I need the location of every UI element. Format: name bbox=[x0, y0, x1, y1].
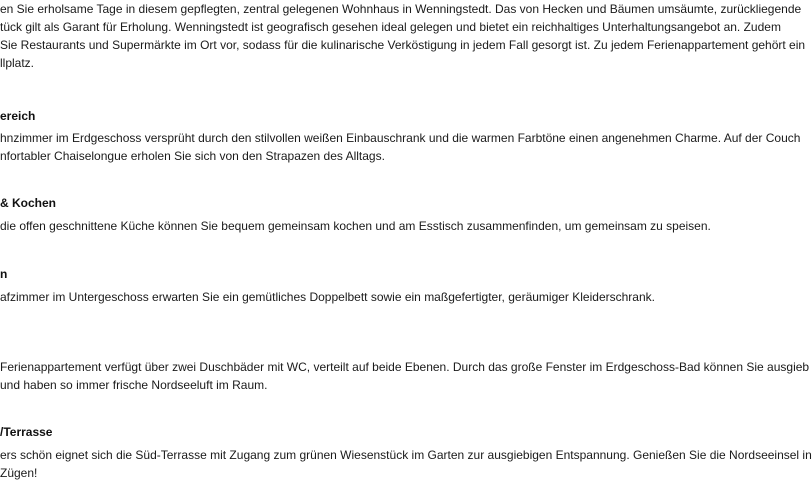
section-bath-line-2: und haben so immer frische Nordseeluft im Raum. bbox=[0, 378, 268, 392]
intro-line-4: llplatz. bbox=[0, 56, 35, 70]
section-kitchen-line-1: die offen geschnittene Küche können Sie bequem gemeinsam kochen und am Esstisch zusammenfinden, um gemeinsam zu speisen. bbox=[0, 219, 711, 233]
section-heading-living: ereich bbox=[0, 109, 36, 123]
section-heading-kitchen: & Kochen bbox=[0, 196, 57, 210]
section-heading-bedroom: n bbox=[0, 267, 8, 281]
section-terrace-line-1: ers schön eignet sich die Süd-Terrasse mit Zugang zum grünen Wiesenstück im Garten zur ausgiebigen Entspannung. Genießen Sie die Nordseeinsel in bbox=[0, 448, 812, 462]
section-bath-line-1: Ferienappartement verfügt über zwei Duschbäder mit WC, verteilt auf beide Ebenen. Durch das große Fenster im Erdgeschoss-Bad können Sie ausgieb bbox=[0, 360, 810, 374]
section-heading-terrace: /Terrasse bbox=[0, 425, 53, 439]
section-living-line-2: nfortabler Chaiselongue erholen Sie sich von den Strapazen des Alltags. bbox=[0, 149, 385, 163]
intro-line-3: Sie Restaurants und Supermärkte im Ort vor, sodass für die kulinarische Verköstigung in jedem Fall gesorgt ist. Zu jedem Ferienappartement gehört ein bbox=[0, 38, 806, 52]
section-bedroom-line-1: afzimmer im Untergeschoss erwarten Sie ein gemütliches Doppelbett sowie ein maßgefertigter, geräumiger Kleiderschrank. bbox=[0, 290, 655, 304]
section-living-line-1: hnzimmer im Erdgeschoss versprüht durch den stilvollen weißen Einbauschrank und die warmen Farbtöne einen angenehmen Charme. Auf der Couch bbox=[0, 131, 801, 145]
intro-line-2: tück gilt als Garant für Erholung. Wenningstedt ist geografisch gesehen ideal gelegen und bietet ein reichhaltiges Unterhaltungsangebot an. Zudem bbox=[0, 20, 781, 34]
intro-line-1: en Sie erholsame Tage in diesem gepflegten, zentral gelegenen Wohnhaus in Wenningstedt. Das von Hecken und Bäumen umsäumte, zurückliegende bbox=[0, 2, 802, 16]
section-terrace-line-2: Zügen! bbox=[0, 466, 38, 480]
